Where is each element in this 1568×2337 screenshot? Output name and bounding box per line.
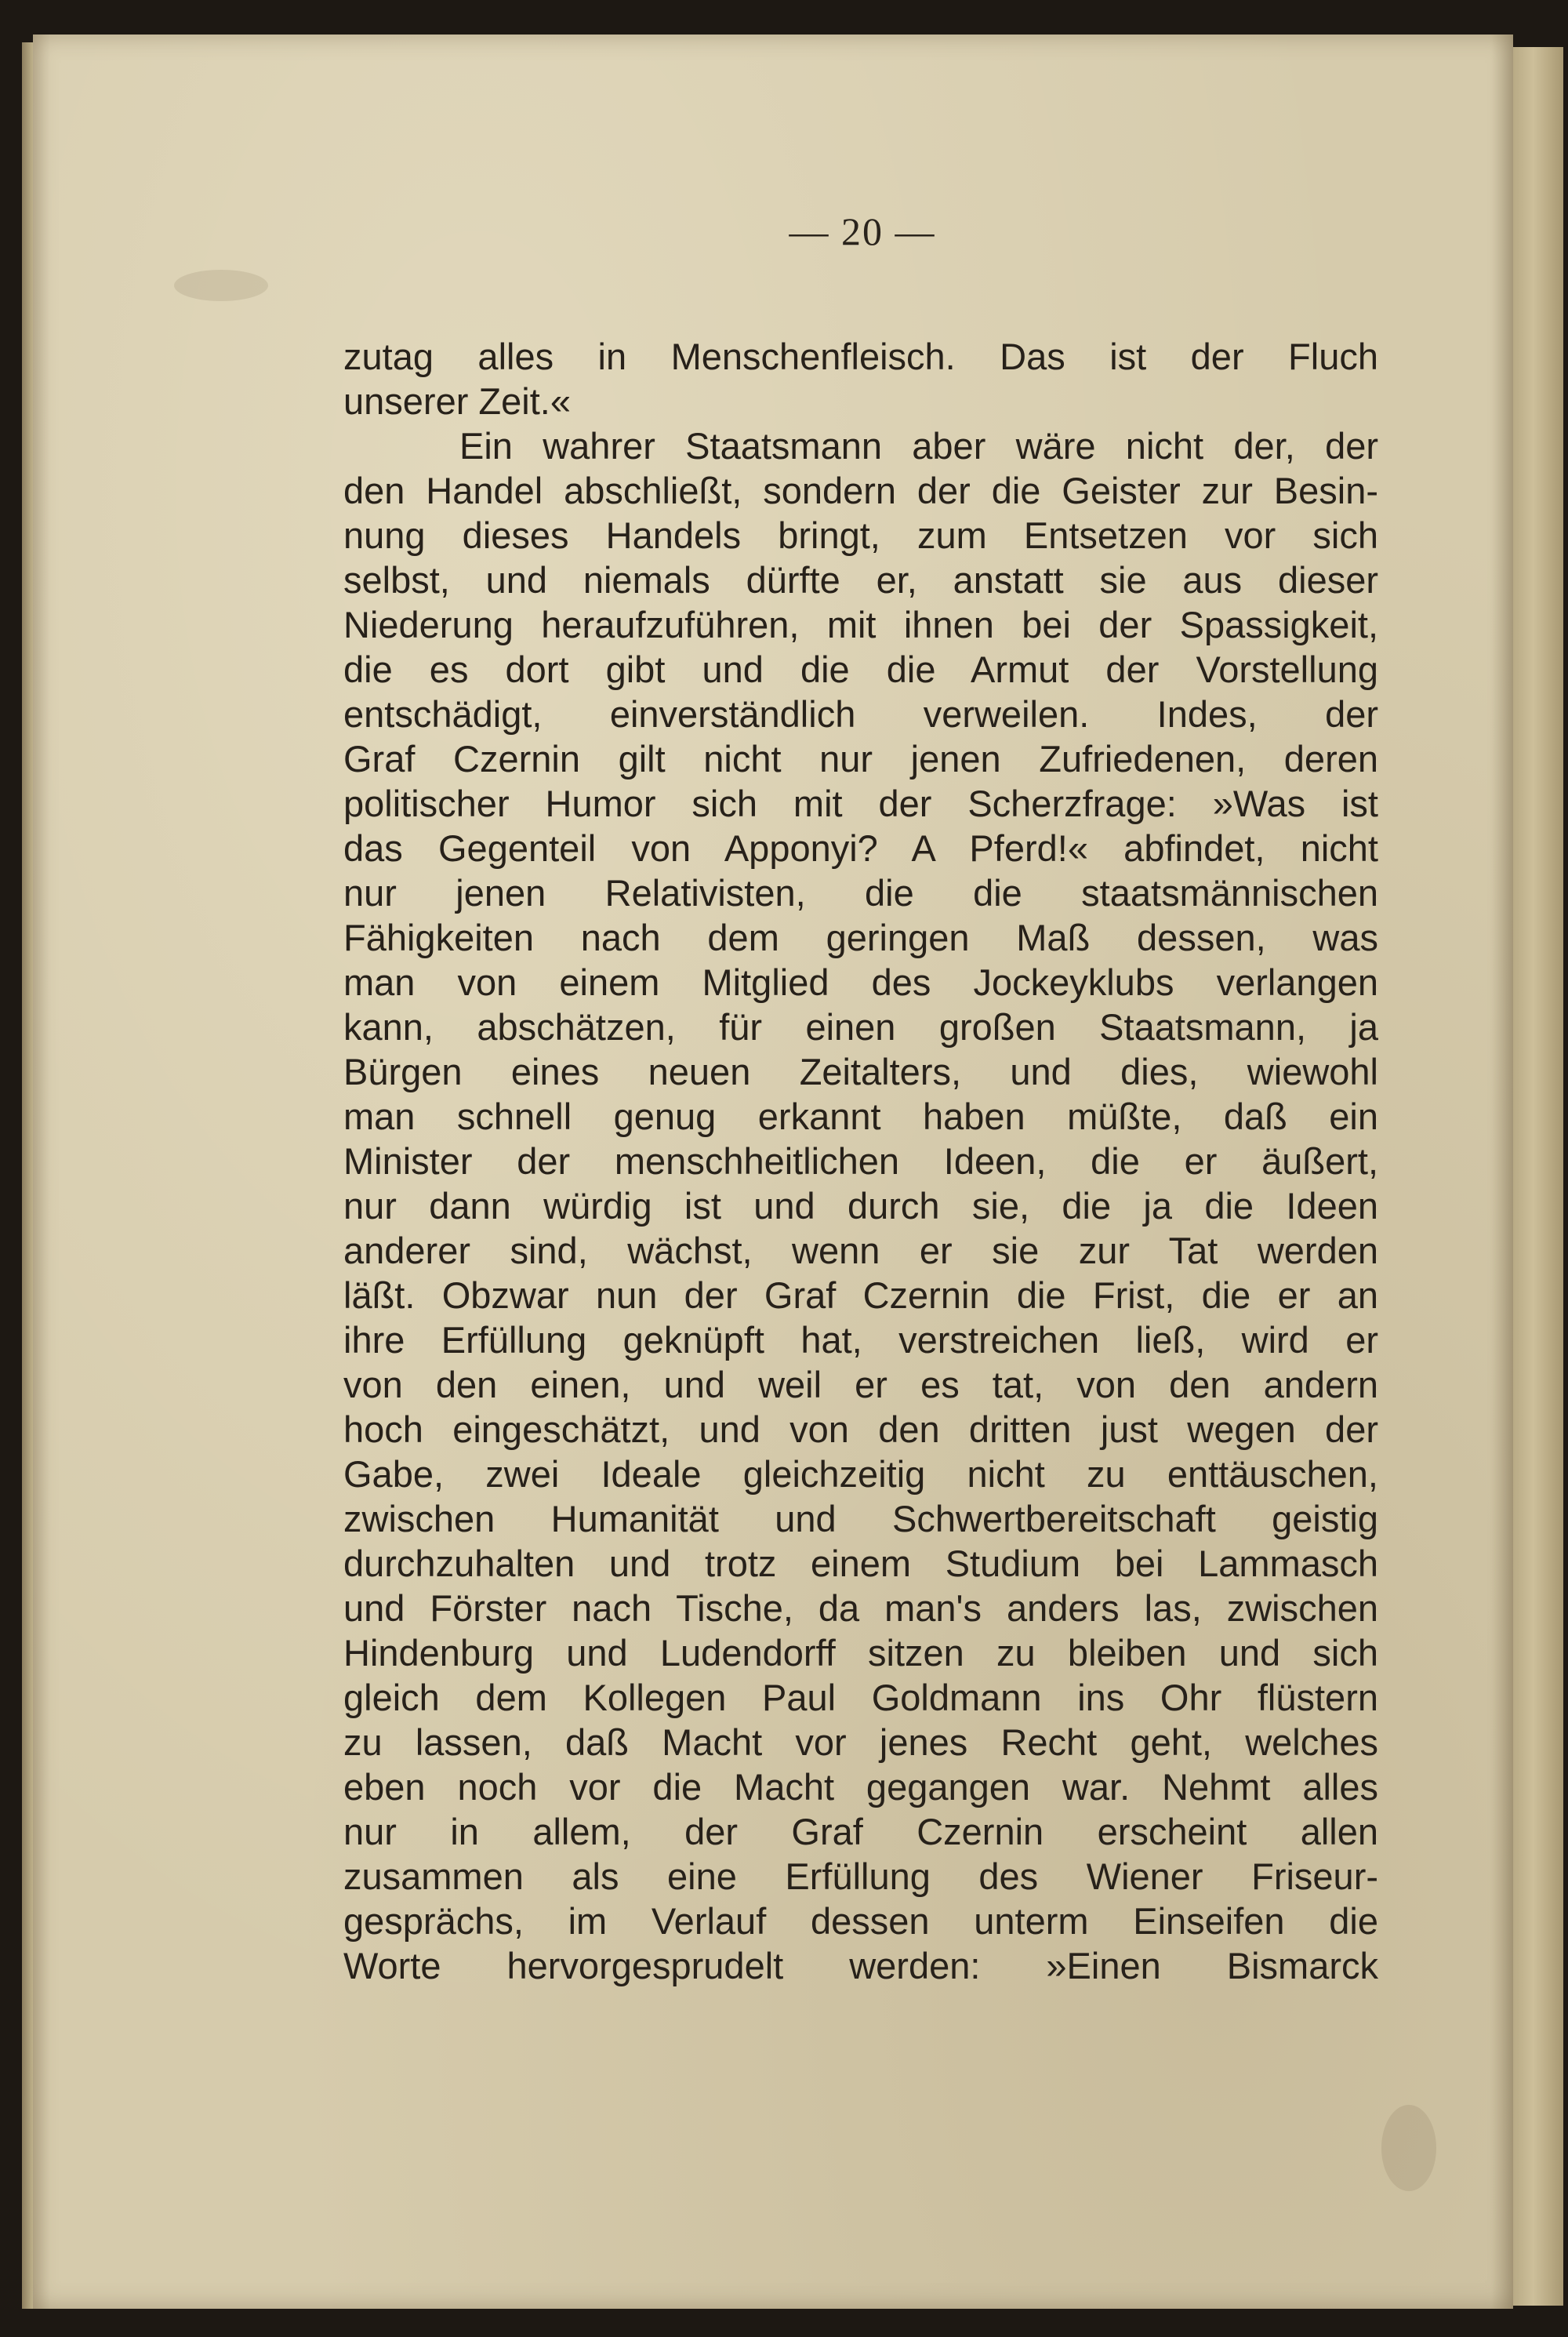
- text-line: zwischen Humanität und Schwertbereitschaft geistig: [343, 1498, 1378, 1539]
- text-line: Gabe, zwei Ideale gleichzeitig nicht zu enttäuschen,: [343, 1453, 1378, 1495]
- text-line: nur jenen Relativisten, die die staatsmännischen: [343, 872, 1378, 914]
- text-line: Niederung heraufzuführen, mit ihnen bei der Spassigkeit,: [343, 604, 1378, 645]
- text-line: unserer Zeit.«: [343, 380, 571, 422]
- text-line: läßt. Obzwar nun der Graf Czernin die Frist, die er an: [343, 1274, 1378, 1316]
- text-line: man von einem Mitglied des Jockeyklubs verlangen: [343, 961, 1378, 1003]
- text-line: das Gegenteil von Apponyi? A Pferd!« abfindet, nicht: [343, 827, 1378, 869]
- text-line: nung dieses Handels bringt, zum Entsetzen vor sich: [343, 514, 1378, 556]
- text-line: eben noch vor die Macht gegangen war. Nehmt alles: [343, 1766, 1378, 1808]
- text-line: entschädigt, einverständlich verweilen. Indes, der: [343, 693, 1378, 735]
- text-line: Minister der menschheitlichen Ideen, die er äußert,: [343, 1140, 1378, 1182]
- text-line: nur in allem, der Graf Czernin erscheint allen: [343, 1811, 1378, 1852]
- text-line: anderer sind, wächst, wenn er sie zur Tat werden: [343, 1230, 1378, 1271]
- text-line: gesprächs, im Verlauf dessen unterm Einseifen die: [343, 1900, 1378, 1942]
- text-line: kann, abschätzen, für einen großen Staatsmann, ja: [343, 1006, 1378, 1048]
- text-line: von den einen, und weil er es tat, von den andern: [343, 1364, 1378, 1405]
- text-line: Graf Czernin gilt nicht nur jenen Zufriedenen, deren: [343, 738, 1378, 780]
- text-line: zutag alles in Menschenfleisch. Das ist der Fluch: [343, 336, 1378, 377]
- text-line: gleich dem Kollegen Paul Goldmann ins Ohr flüstern: [343, 1677, 1378, 1718]
- paper-stain: [1381, 2105, 1436, 2191]
- text-line: hoch eingeschätzt, und von den dritten just wegen der: [343, 1408, 1378, 1450]
- text-line: Fähigkeiten nach dem geringen Maß dessen, was: [343, 917, 1378, 958]
- text-line: zu lassen, daß Macht vor jenes Recht geht, welches: [343, 1721, 1378, 1763]
- paper-stain: [174, 270, 268, 301]
- text-line: politischer Humor sich mit der Scherzfrage: »Was ist: [343, 783, 1378, 824]
- text-line: durchzuhalten und trotz einem Studium bei Lammasch: [343, 1543, 1378, 1584]
- text-line: Worte hervorgesprudelt werden: »Einen Bismarck: [343, 1945, 1378, 1986]
- page-number: — 20 —: [789, 209, 936, 253]
- text-line: und Förster nach Tische, da man's anders las, zwischen: [343, 1587, 1378, 1629]
- text-line: nur dann würdig ist und durch sie, die ja die Ideen: [343, 1185, 1378, 1227]
- body-text: [343, 334, 1378, 1988]
- text-line: ihre Erfüllung geknüpft hat, verstreichen ließ, wird er: [343, 1319, 1378, 1361]
- text-line: Hindenburg und Ludendorff sitzen zu bleiben und sich: [343, 1632, 1378, 1674]
- text-line: selbst, und niemals dürfte er, anstatt sie aus dieser: [343, 559, 1378, 601]
- text-line: man schnell genug erkannt haben müßte, daß ein: [343, 1096, 1378, 1137]
- text-line: den Handel abschließt, sondern der die Geister zur Besin-: [343, 470, 1378, 511]
- paragraph-first-line: Ein wahrer Staatsmann aber wäre nicht der, der: [459, 425, 1378, 467]
- text-line: die es dort gibt und die die Armut der Vorstellung: [343, 649, 1378, 690]
- text-line: zusammen als eine Erfüllung des Wiener Friseur-: [343, 1855, 1378, 1897]
- page-right-edge: [1513, 47, 1563, 2306]
- text-line: Bürgen eines neuen Zeitalters, und dies, wiewohl: [343, 1051, 1378, 1092]
